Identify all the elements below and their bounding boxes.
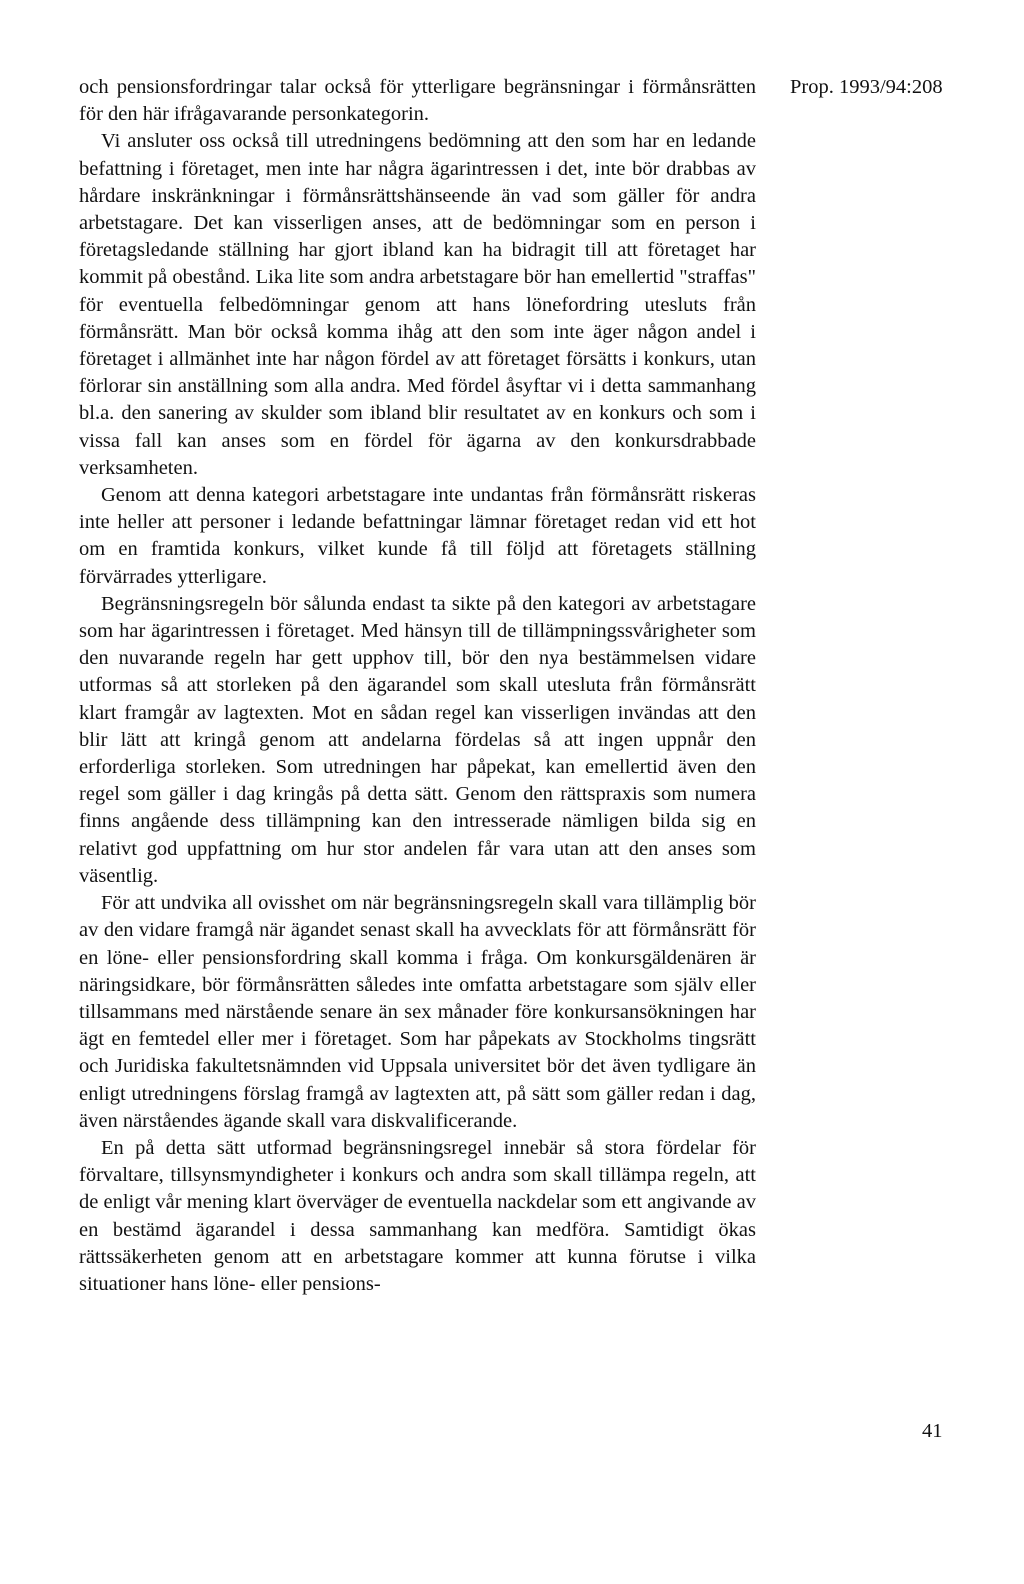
page-number: 41 (922, 1420, 943, 1442)
body-text (79, 74, 756, 1298)
margin-reference: Prop. 1993/94:208 (790, 76, 943, 98)
paragraph-continuation: och pensionsfordringar talar också för ytterligare begränsningar i förmånsrätten för den här ifrågavarande personkategorin. (79, 76, 756, 126)
paragraph: Vi ansluter oss också till utredningens bedömning att den som har en ledande befattning i företaget, men inte har några ägarintressen i det, inte bör drabbas av hårdare inskränkningar i förmånsrättshänseende än vad som gäller för andra arbetstagare. Det kan visserligen anses, att de bedömningar som en person i företagsledande ställning har gjort ibland kan ha bidragit till att företaget har kommit på obestånd. Lika lite som andra arbetstagare bör han emellertid "straffas" för eventuella felbedömningar genom att hans lönefordring utesluts från förmånsrätt. Man bör också komma ihåg att den som inte äger någon andel i företaget i allmänhet inte har någon fördel av att företaget försätts i konkurs, utan förlorar sin anställning som alla andra. Med fördel åsyftar vi i detta sammanhang bl.a. den sanering av skulder som ibland blir resultatet av en konkurs och som i vissa fall kan anses som en fördel för ägarna av den konkursdrabbade verksamheten. (79, 130, 756, 479)
paragraph: För att undvika all ovisshet om när begränsningsregeln skall vara tillämplig bör av den vidare framgå när ägandet senast skall ha avvecklats för att förmånsrätt för en löne- eller pensionsfordring skall komma i fråga. Om konkursgäldenären är näringsidkare, bör förmånsrätten således inte omfatta arbetstagare som själv eller tillsammans med närstående senare än sex månader före konkursansökningen har ägt en femtedel eller mer i företaget. Som har påpekats av Stockholms tingsrätt och Juridiska fakultetsnämnden vid Uppsala universitet bör det även tydligare än enligt utredningens förslag framgå av lagtexten att, på sätt som gäller redan i dag, även närståendes ägande skall vara diskvalificerande. (79, 892, 756, 1132)
paragraph: En på detta sätt utformad begränsningsregel innebär så stora fördelar för förvaltare, tillsynsmyndigheter i konkurs och andra som skall tillämpa regeln, att de enligt vår mening klart överväger de eventuella nackdelar som ett angivande av en bestämd ägarandel i dessa sammanhang kan medföra. Samtidigt ökas rättssäkerheten genom att en arbetstagare kommer att kunna förutse i vilka situationer hans löne- eller pensions- (79, 1136, 756, 1295)
paragraph: Begränsningsregeln bör sålunda endast ta sikte på den kategori av arbetstagare som har ägarintressen i företaget. Med hänsyn till de tillämpningssvårigheter som den nuvarande regeln har gett upphov till, bör den nya bestämmelsen vidare utformas så att storleken på den ägarandel som skall utesluta från förmånsrätt klart framgår av lagtexten. Mot en sådan regel kan visserligen invändas att den blir lätt att kringå genom att andelarna fördelas så att ingen uppnår den erforderliga storleken. Som utredningen har påpekat, kan emellertid även den regel som gäller i dag kringås på detta sätt. Genom den rättspraxis som numera finns angående dess tillämpning kan den intresserade nämligen bilda sig en relativt god uppfattning om hur stor andelen får vara utan att den anses som väsentlig. (79, 592, 756, 887)
paragraph: Genom att denna kategori arbetstagare inte undantas från förmånsrätt riskeras inte heller att personer i ledande befattningar lämnar företaget redan vid ett hot om en framtida konkurs, vilket kunde få till följd att företagets ställning förvärrades ytterligare. (79, 484, 756, 588)
